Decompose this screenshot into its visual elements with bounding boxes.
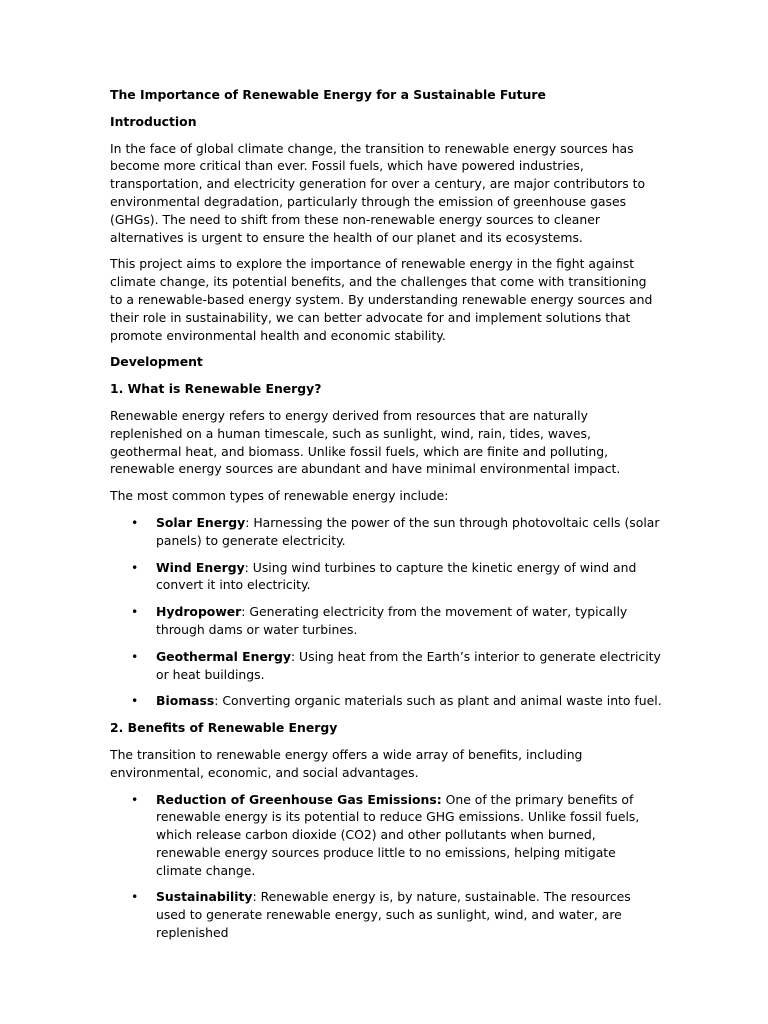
list-item-text: : Renewable energy is, by nature, sustainable. The resources used to generate renewable energy, such as sunlight, wind, and water, are replenished <box>156 889 631 941</box>
list-item-term: Solar Energy <box>156 514 246 530</box>
section-1-paragraph-2: The most common types of renewable energy include: <box>110 488 449 504</box>
intro-paragraph-2: This project aims to explore the importance of renewable energy in the fight against climate change, its potential benefits, and the challenges that come with transitioning to a renewable-based energy system. By understanding renewable energy sources and their role in sustainability, we can better advocate for and implement solutions that promote environmental health and economic stability. <box>110 256 653 343</box>
bullet-icon: • <box>131 604 139 620</box>
list-item-text: : Generating electricity from the movement of water, typically through dams or water turbines. <box>156 604 628 637</box>
list-item-term: Biomass <box>156 693 215 709</box>
bullet-icon: • <box>131 693 139 709</box>
introduction-heading: Introduction <box>110 113 197 129</box>
list-item-text: : Harnessing the power of the sun through photovoltaic cells (solar panels) to generate electricity. <box>156 514 660 548</box>
list-item <box>110 648 662 684</box>
section-1-heading: 1. What is Renewable Energy? <box>110 381 322 397</box>
list-item-text: : Using wind turbines to capture the kinetic energy of wind and convert it into electricity. <box>156 559 637 593</box>
list-item <box>110 559 662 595</box>
bullet-icon: • <box>131 648 139 664</box>
list-item <box>110 603 662 639</box>
renewable-types-list <box>110 514 662 710</box>
list-item-term: Sustainability <box>156 889 253 905</box>
list-item-text: : Using heat from the Earth’s interior to generate electricity or heat buildings. <box>156 648 661 682</box>
bullet-icon: • <box>131 889 139 905</box>
intro-paragraph-1: In the face of global climate change, the transition to renewable energy sources has become more critical than ever. Fossil fuels, which have powered industries, transportation, and electricity generation for over a century, are major contributors to environmental degradation, particularly through the emission of greenhouse gases (GHGs). The need to shift from these non-renewable energy sources to cleaner alternatives is urgent to ensure the health of our planet and its ecosystems. <box>110 140 646 245</box>
list-item-text: : Converting organic materials such as plant and animal waste into fuel. <box>214 693 662 709</box>
document-body <box>110 86 662 942</box>
list-item-term: Geothermal Energy <box>156 648 291 664</box>
section-1-paragraph-1: Renewable energy refers to energy derived from resources that are naturally replenished on a human timescale, such as sunlight, wind, rain, tides, waves, geothermal heat, and biomass. Unlike fossil fuels, which are finite and polluting, renewable energy sources are abundant and have minimal environmental impact. <box>110 407 621 477</box>
list-item-term: Hydropower <box>156 604 242 620</box>
section-2-paragraph-1: The transition to renewable energy offers a wide array of benefits, including environmental, economic, and social advantages. <box>110 746 583 780</box>
benefits-list <box>110 791 662 942</box>
document-title: The Importance of Renewable Energy for a Sustainable Future <box>110 87 546 102</box>
list-item <box>110 692 662 710</box>
bullet-icon: • <box>131 791 139 807</box>
bullet-icon: • <box>131 514 139 530</box>
list-item <box>110 888 662 941</box>
list-item-text: One of the primary benefits of renewable energy is its potential to reduce GHG emissions. Unlike fossil fuels, which release carbon dioxide (CO2) and other pollutants when burned, renewable energy sources produce little to no emissions, helping mitigate climate change. <box>156 791 640 878</box>
section-2-heading: 2. Benefits of Renewable Energy <box>110 720 338 736</box>
list-item <box>110 791 662 880</box>
list-item <box>110 514 662 550</box>
bullet-icon: • <box>131 559 139 575</box>
development-heading: Development <box>110 354 203 370</box>
list-item-term: Reduction of Greenhouse Gas Emissions: <box>156 791 442 807</box>
list-item-term: Wind Energy <box>156 559 245 575</box>
